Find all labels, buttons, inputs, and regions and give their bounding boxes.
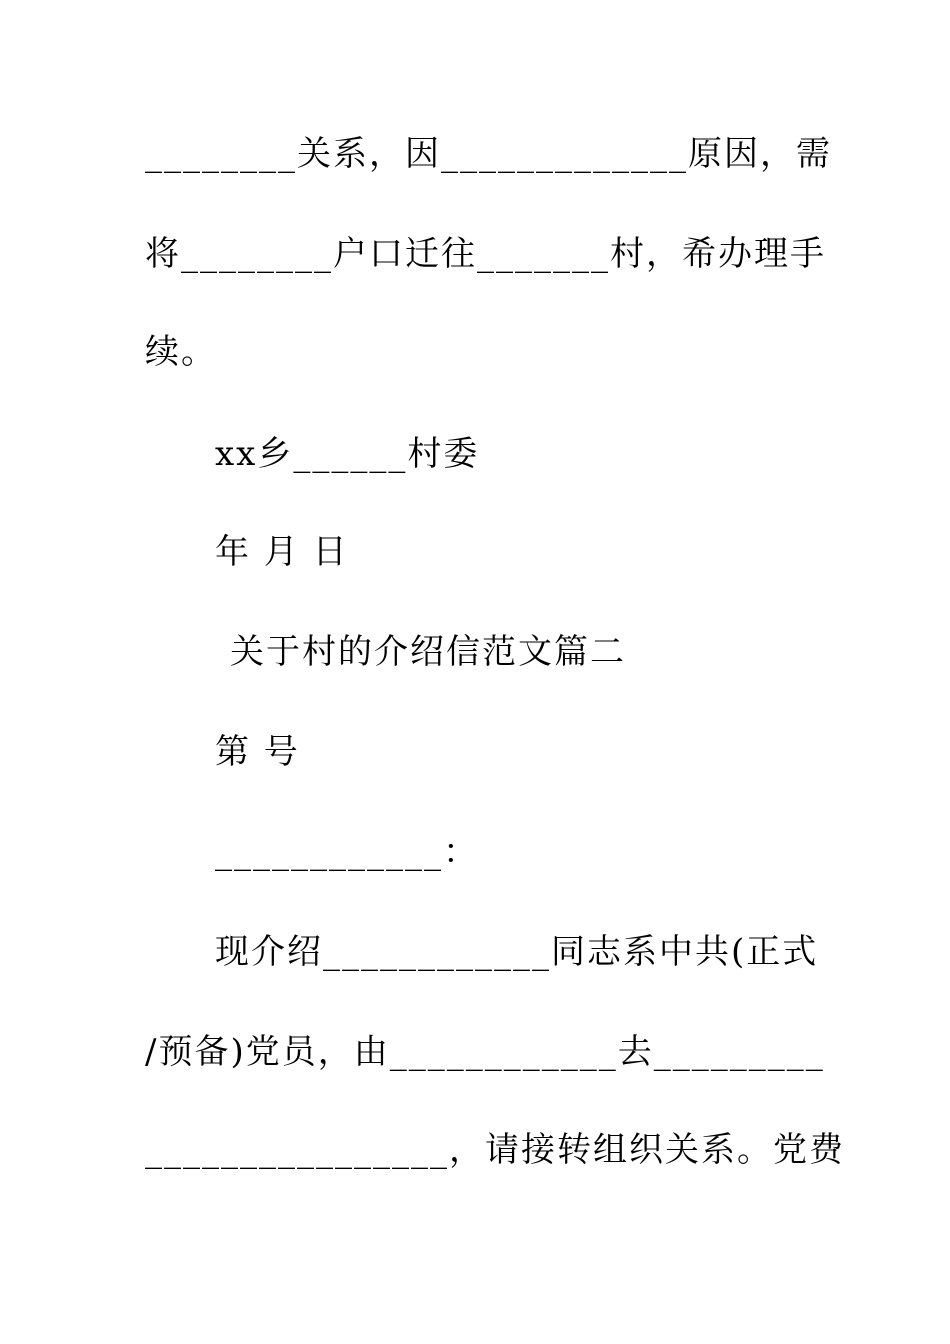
body-text-line: ________关系，因_____________原因，需 <box>145 134 832 174</box>
signature-village-committee: xx乡______村委 <box>215 434 480 474</box>
body-text-line: /预备)党员，由____________去_________ <box>145 1032 825 1072</box>
salutation-line: ____________： <box>215 832 479 872</box>
date-line: 年 月 日 <box>215 532 349 572</box>
section-heading: 关于村的介绍信范文篇二 <box>230 632 626 672</box>
body-text-line: 将________户口迁往_______村，希办理手 <box>145 234 826 274</box>
body-text-line: 现介绍____________同志系中共(正式 <box>215 932 819 972</box>
body-text-line: 续。 <box>145 332 217 372</box>
body-text-line: ________________，请接转组织关系。党费 <box>145 1130 845 1170</box>
letter-number: 第 号 <box>215 732 300 772</box>
